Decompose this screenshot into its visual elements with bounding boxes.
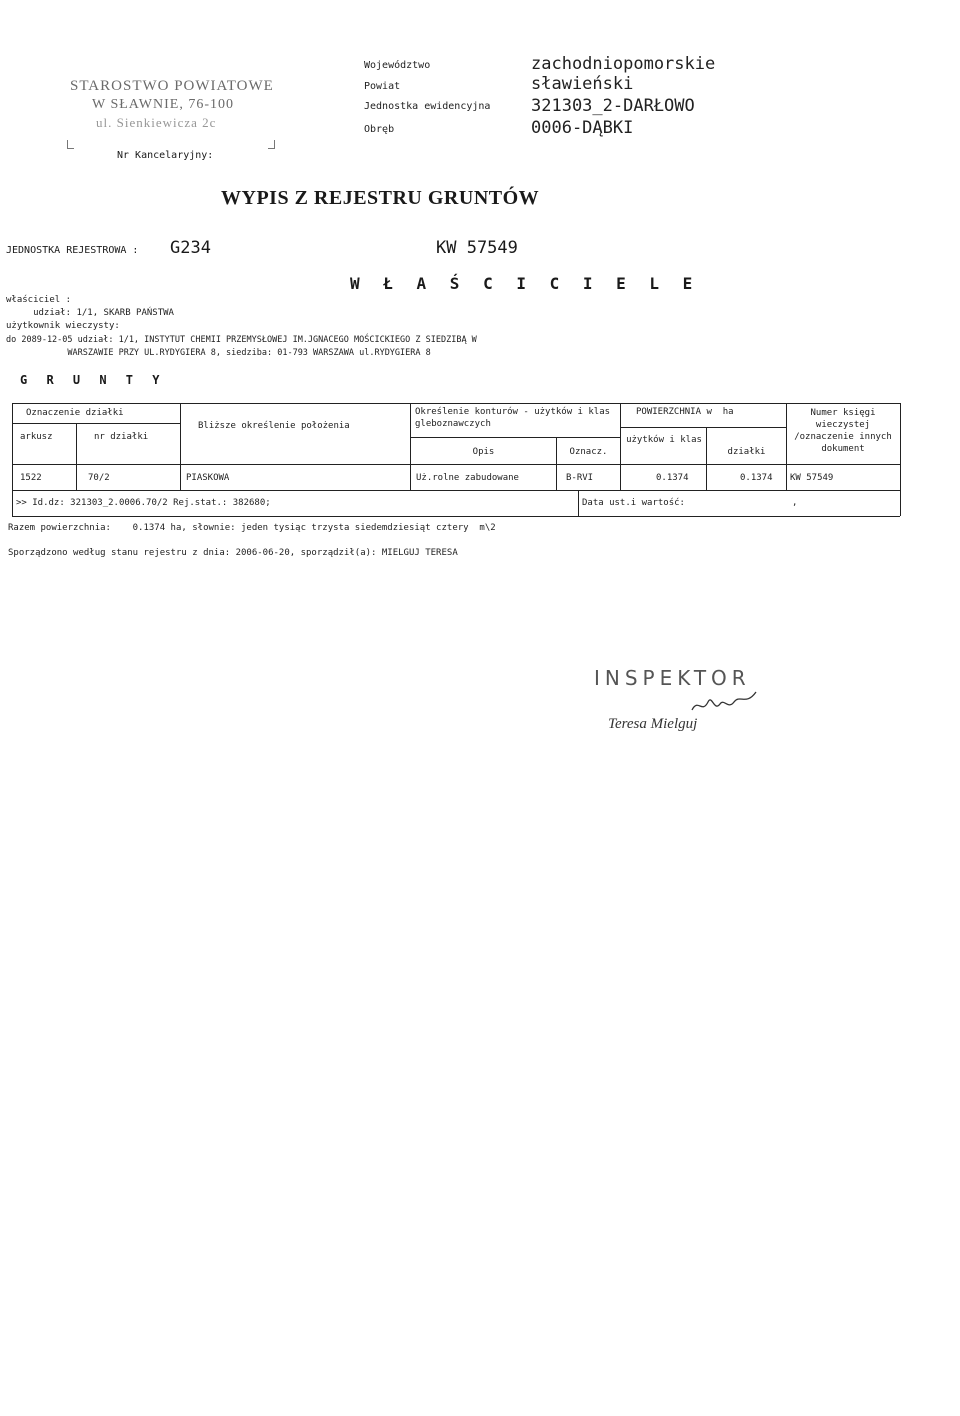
value-wojewodztwo: zachodniopomorskie [531, 54, 716, 74]
jednostka-rejestrowa-value: G234 [170, 238, 211, 258]
row-opis: Uż.rolne zabudowane [416, 473, 519, 483]
table-border [900, 403, 901, 516]
kw-number: KW 57549 [436, 238, 518, 258]
document-title: WYPIS Z REJESTRU GRUNTÓW [221, 187, 540, 209]
header-oznacz: Oznacz. [569, 447, 608, 457]
header-opis: Opis [472, 447, 495, 457]
label-powiat: Powiat [364, 81, 401, 92]
inspektor-stamp: INSPEKTOR [594, 666, 751, 690]
value-obreb: 0006-DĄBKI [531, 118, 634, 138]
owner-line-1: właściciel : [6, 295, 72, 305]
table-border [12, 490, 900, 491]
stamp-bracket-right [268, 140, 275, 149]
owner-line-3: użytkownik wieczysty: [6, 321, 120, 331]
value-powiat: sławieński [531, 74, 634, 94]
table-border [180, 403, 181, 490]
owners-heading: W Ł A Ś C I C I E L E [350, 274, 700, 293]
jednostka-rejestrowa-label: JEDNOSTKA REJESTROWA : [6, 245, 139, 256]
label-wojewodztwo: Województwo [364, 60, 431, 71]
signature-name: Teresa Mielguj [608, 716, 698, 732]
table-border [410, 437, 620, 438]
header-numer-ksiegi: Numer księgi wieczystej /oznaczenie innych dokument [794, 408, 892, 454]
header-dzialki: działki [727, 447, 766, 457]
label-jednostka: Jednostka ewidencyjna [364, 101, 491, 112]
stamp-line-1: STAROSTWO POWIATOWE [70, 78, 274, 94]
table-border [12, 423, 180, 424]
table-border [620, 427, 786, 428]
table-border [12, 403, 13, 516]
row-oznacz: B-RVI [566, 473, 594, 483]
stamp-line-2: W SŁAWNIE, 76-100 [92, 97, 234, 112]
table-border [620, 403, 621, 490]
row-polozenie: PIASKOWA [186, 473, 230, 483]
razem-powierzchnia: Razem powierzchnia: 0.1374 ha, słownie: jeden tysiąc trzysta siedemdziesiąt cztery m\2 [8, 523, 496, 533]
row-nr: 70/2 [88, 473, 110, 483]
header-oznaczenie: Oznaczenie działki [26, 408, 124, 418]
row-id-line: >> Id.dz: 321303_2.0006.70/2 Rej.stat.: 382680; [16, 498, 271, 508]
table-border [706, 427, 707, 490]
table-border [12, 403, 900, 404]
sporzadzono: Sporządzono według stanu rejestru z dnia: 2006-06-20, sporządził(a): MIELGUJ TERESA [8, 548, 458, 558]
header-uzytkow: użytków i klas [626, 435, 702, 445]
owner-line-4: do 2089-12-05 udział: 1/1, INSTYTUT CHEMII PRZEMYSŁOWEJ IM.JGNACEGO MOŚCICKIEGO Z SIEDZIBĄ W [6, 335, 477, 345]
row-dzialki: 0.1374 [740, 473, 773, 483]
table-border [76, 423, 77, 490]
header-okreslenie: Określenie konturów - użytków i klas gleboznawczych [415, 407, 611, 429]
header-blizsze: Bliższe określenie położenia [198, 421, 350, 431]
owner-line-5: WARSZAWIE PRZY UL.RYDYGIERA 8, siedziba: 01-793 WARSZAWA ul.RYDYGIERA 8 [6, 348, 431, 358]
handwritten-signature [690, 688, 760, 718]
stamp-bracket-left [67, 140, 74, 149]
grunty-heading: G R U N T Y [20, 373, 166, 387]
office-stamp [70, 78, 280, 131]
owner-line-2: udział: 1/1, SKARB PAŃSTWA [6, 308, 174, 318]
value-jednostka: 321303_2-DARŁOWO [531, 96, 695, 116]
row-uzytkow: 0.1374 [656, 473, 689, 483]
table-border [578, 490, 579, 516]
row-data-mark: , [792, 498, 798, 508]
row-data-ust: Data ust.i wartość: [582, 498, 685, 508]
table-border [12, 516, 900, 517]
table-border [556, 437, 557, 490]
table-border [786, 403, 787, 490]
row-kw: KW 57549 [790, 473, 834, 483]
header-nr-dzialki: nr działki [94, 432, 149, 442]
table-border [12, 464, 900, 465]
kancelaryjny-label: Nr Kancelaryjny: [117, 150, 214, 161]
stamp-line-3: ul. Sienkiewicza 2c [96, 115, 217, 130]
label-obreb: Obręb [364, 124, 395, 135]
header-powierzchnia: POWIERZCHNIA w ha [636, 407, 734, 417]
row-arkusz: 1522 [20, 473, 42, 483]
header-arkusz: arkusz [20, 432, 53, 442]
